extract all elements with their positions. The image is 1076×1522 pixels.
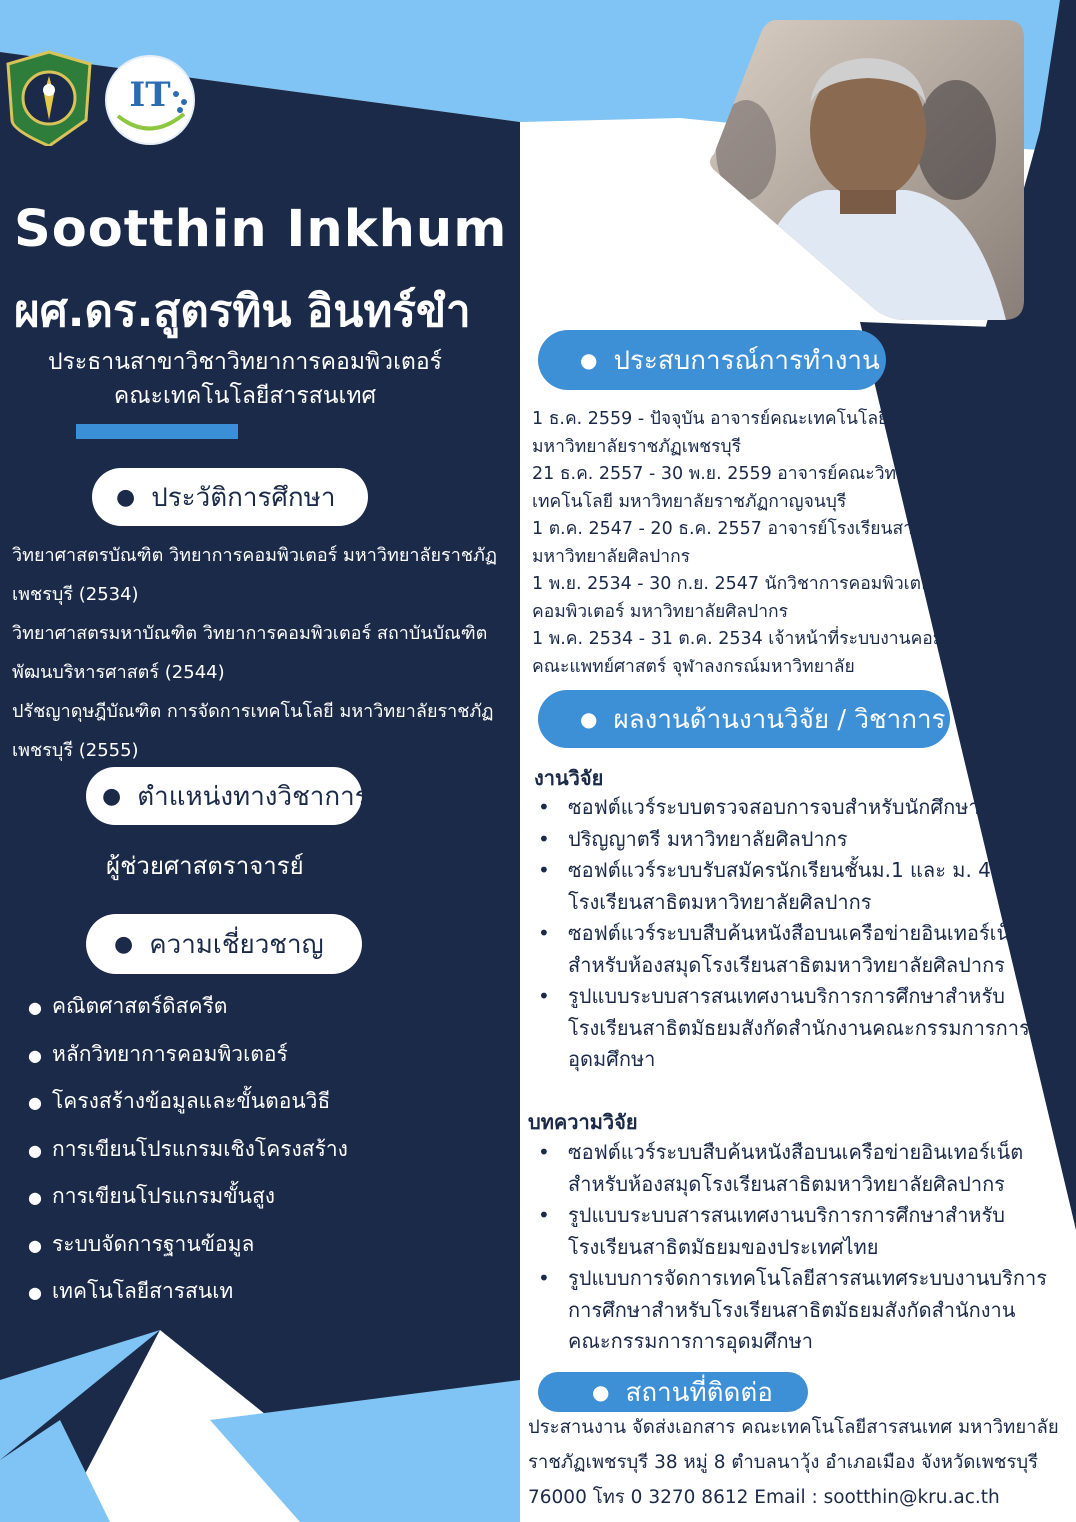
list-item: • ปริญญาตรี มหาวิทยาลัยศิลปากร [530,824,1030,856]
work-line: 21 ธ.ค. 2557 - 30 พ.ย. 2559 อาจารย์คณะวิทยาศาสตร์และ [532,464,1000,484]
work-line: 1 ต.ค. 2547 - 20 ธ.ค. 2557 อาจารย์โรงเรียนสาธิต [532,519,936,539]
contact-details [528,1410,1076,1515]
list-item: ● คณิตศาสตร์ดิสครีต [28,994,228,1018]
bullet-icon: ● [114,931,134,957]
rank-heading-pill [86,767,369,825]
education-heading-pill [92,468,368,526]
bullet-icon: ● [102,783,122,809]
expertise-list [28,990,348,1323]
projects-heading: งานวิจัย [534,766,604,790]
position-line-1: ประธานสาขาวิชาวิทยาการคอมพิวเตอร์ [47,349,443,375]
education-line: เพชรบุรี (2555) [12,740,139,761]
bullet-icon: ● [580,348,598,372]
name-english: Sootthin Inkhum [14,200,508,259]
academic-rank-value: ผู้ช่วยศาสตราจารย์ [106,852,304,880]
expertise-heading: ความเชี่ยวชาญ [149,929,324,960]
education-line: วิทยาศาสตรบัณฑิต วิทยาการคอมพิวเตอร์ มหาวิทยาลัยราชภัฏ [12,545,497,566]
contact-line: ราชภัฏเพชรบุรี 38 หมู่ 8 ตำบลนาวุ้ง อำเภอเมือง จังหวัดเพชรบุรี [528,1452,1039,1473]
contact-heading-pill [538,1372,808,1412]
work-line: เทคโนโลยี มหาวิทยาลัยราชภัฏกาญจนบุรี [532,491,847,512]
education-heading: ประวัติการศึกษา [151,482,336,513]
education-line: วิทยาศาสตรมหาบัณฑิต วิทยาการคอมพิวเตอร์ สถาบันบัณฑิต [12,623,488,644]
research-heading-pill [538,690,950,748]
bullet-icon: ● [580,707,598,731]
it-faculty-logo [104,54,196,146]
list-item: • รูปแบบระบบสารสนเทศงานบริการการศึกษาสำหรับ โรงเรียนสาธิตมัธยมของประเทศไทย [530,1200,1047,1263]
bullet-icon: ● [592,1380,610,1404]
education-list [12,536,512,770]
bullet-icon: ● [116,484,136,510]
articles-list [530,1137,1047,1358]
list-item: ● เทคโนโลยีสารสนเท [28,1279,234,1303]
list-item: ● การเขียนโปรแกรมเชิงโครงสร้าง [28,1136,348,1161]
education-line: ปรัชญาดุษฎีบัณฑิต การจัดการเทคโนโลยี มหาวิทยาลัยราชภัฏ [12,701,494,722]
list-item: ● ระบบจัดการฐานข้อมูล [28,1231,255,1256]
research-heading: ผลงานด้านงานวิจัย / วิชาการ [613,704,946,735]
work-line: คอมพิวเตอร์ มหาวิทยาลัยศิลปากร [532,601,789,622]
expertise-heading-pill [86,914,362,974]
university-seal-logo [6,50,92,146]
work-line: คณะแพทย์ศาสตร์ จุฬาลงกรณ์มหาวิทยาลัย [532,656,855,677]
list-item: • รูปแบบระบบสารสนเทศงานบริการการศึกษาสำหรับ โรงเรียนสาธิตมัธยมสังกัดสำนักงานคณะกรรมการการ อุดมศึกษา [530,981,1030,1076]
list-item: ● หลักวิทยาการคอมพิวเตอร์ [28,1041,288,1066]
work-line: 1 ธ.ค. 2559 - ปัจจุบัน อาจารย์คณะเทคโนโลยีสารสนเทศ [532,409,970,429]
list-item: • ซอฟต์แวร์ระบบสืบค้นหนังสือบนเครือข่ายอินเทอร์เน็ต สำหรับห้องสมุดโรงเรียนสาธิตมหาวิทยาลัยศิลปากร [530,1137,1047,1200]
profile-photo [706,20,1024,320]
contact-line: ประสานงาน จัดส่งเอกสาร คณะเทคโนโลยีสารสนเทศ มหาวิทยาลัย [528,1417,1059,1438]
articles-heading: บทความวิจัย [528,1110,638,1134]
education-line: พัฒนบริหารศาสตร์ (2544) [12,662,225,683]
education-line: เพชรบุรี (2534) [12,584,139,605]
list-item: ● การเขียนโปรแกรมขั้นสูง [28,1184,276,1208]
contact-heading: สถานที่ติดต่อ [625,1377,773,1408]
accent-bar [76,424,238,439]
it-logo-text: IT [129,75,171,115]
list-item: • ซอฟต์แวร์ระบบตรวจสอบการจบสำหรับนักศึกษา [530,792,1030,824]
list-item: • ซอฟต์แวร์ระบบสืบค้นหนังสือบนเครือข่ายอินเทอร์เน็ต สำหรับห้องสมุดโรงเรียนสาธิตมหาวิทยาลัยศิลปากร [530,918,1030,981]
projects-list [530,792,1030,1076]
work-heading-pill [538,330,886,390]
work-line: มหาวิทยาลัยราชภัฏเพชรบุรี [532,436,742,457]
list-item: ● โครงสร้างข้อมูลและขั้นตอนวิธี [28,1089,331,1113]
name-thai: ผศ.ดร.สูตรทิน อินทร์ขำ [14,286,471,337]
list-item: • ซอฟต์แวร์ระบบรับสมัครนักเรียนชั้นม.1 และ ม. 4 โรงเรียนสาธิตมหาวิทยาลัยศิลปากร [530,855,1030,918]
position-line-2: คณะเทคโนโลยีสารสนเทศ [113,383,377,409]
list-item: • รูปแบบการจัดการเทคโนโลยีสารสนเทศระบบงานบริการ การศึกษาสำหรับโรงเรียนสาธิตมัธยมสังกัดสำนักงาน คณะกรรมการการอุดมศึกษา [530,1263,1047,1358]
work-line: 1 พ.ค. 2534 - 31 ต.ค. 2534 เจ้าหน้าที่ระบบงานคอมพิวเตอร์ [532,629,1003,649]
work-line: 1 พ.ย. 2534 - 30 ก.ย. 2547 นักวิชาการคอมพิวเตอร์ ศูนย์ [532,574,980,594]
work-experience-list [532,406,1072,681]
rank-heading: ตำแหน่งทางวิชาการ [137,781,369,812]
contact-line: 76000 โทร 0 3270 8612 Email : sootthin@kru.ac.th [528,1487,1000,1508]
work-heading: ประสบการณ์การทำงาน [613,345,880,376]
work-line: มหาวิทยาลัยศิลปากร [532,546,691,567]
